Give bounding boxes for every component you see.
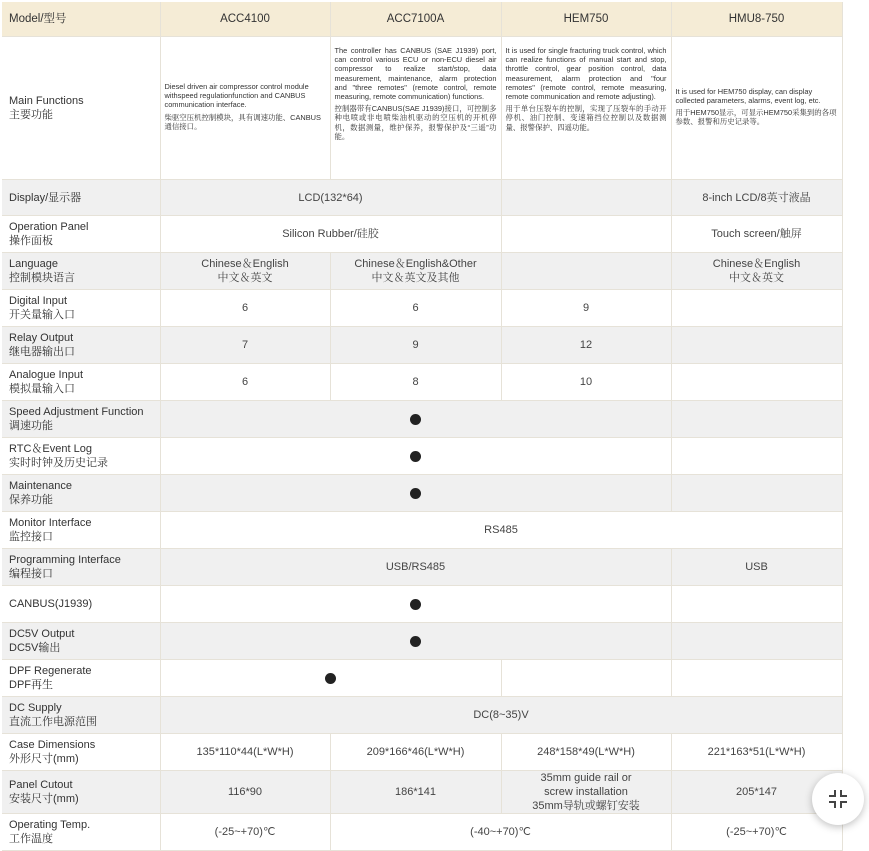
row-maintenance [2, 475, 842, 512]
display-value-hem750 [501, 180, 671, 216]
panel-cutout-acc7100a: 186*141 [330, 771, 501, 814]
dpf-regenerate-hem750 [501, 660, 671, 697]
supported-dot-icon [410, 488, 421, 499]
analogue-input-label: Analogue Input 模拟量输入口 [2, 364, 160, 401]
panel-cutout-acc4100: 116*90 [160, 771, 330, 814]
operation-panel-value-acc: Silicon Rubber/硅胶 [160, 216, 501, 253]
supported-dot-icon [410, 451, 421, 462]
row-relay-output [2, 327, 842, 364]
maintenance-hmu [671, 475, 842, 512]
acc7100a-functions: The controller has CANBUS (SAE J1939) port, can control various ECU or non-ECU diesel air compressor to realize start/stop, data measurement, maintenance, alarm protection and "three remotes" (remote control, remote measuring, remote communication) functions. 控制器带有CANBUS(SAE J1939)接口，可控制多种电喷或非电喷柴油机驱动的空压机的开机停机，数据测量，维护保养，报警保护及“三遥”功能。 [330, 37, 501, 180]
analogue-input-acc7100a: 8 [330, 364, 501, 401]
analogue-input-hmu [671, 364, 842, 401]
hem750-functions: It is used for single fracturing truck control, which can realize functions of manual start and stop, throttle control, gear position control, data measurement, alarm protection and "four remotes" (remote control, remote measuring, remote communication and remote adjusting). 用于单台压裂车的控制，实现了压裂车的手动开停机、油门控制、变速箱挡位控制以及数据测量、报警保护、四遥功能。 [501, 37, 671, 180]
dc5v-output-value [160, 623, 671, 660]
supported-dot-icon [410, 414, 421, 425]
row-dc5v-output [2, 623, 842, 660]
operation-panel-value-hmu: Touch screen/触屏 [671, 216, 842, 253]
digital-input-label: Digital Input 开关量输入口 [2, 290, 160, 327]
row-main-functions [2, 37, 842, 180]
dc-supply-value: DC(8~35)V [160, 697, 842, 734]
rtc-event-log-label: RTC＆Event Log 实时时钟及历史记录 [2, 438, 160, 475]
panel-cutout-hem750: 35mm guide rail or screw installation 35mm导轨或螺钉安装 [501, 771, 671, 814]
speed-adjustment-value [160, 401, 671, 438]
monitor-interface-value: RS485 [160, 512, 842, 549]
analogue-input-acc4100: 6 [160, 364, 330, 401]
row-speed-adjustment [2, 401, 842, 438]
relay-output-acc4100: 7 [160, 327, 330, 364]
row-case-dimensions [2, 734, 842, 771]
collapse-button[interactable] [812, 773, 864, 825]
case-dimensions-label: Case Dimensions 外形尺寸(mm) [2, 734, 160, 771]
canbus-value [160, 586, 671, 623]
digital-input-acc7100a: 6 [330, 290, 501, 327]
language-acc7100a: Chinese＆English&Other 中文＆英文及其他 [330, 253, 501, 290]
case-dimensions-hmu: 221*163*51(L*W*H) [671, 734, 842, 771]
canbus-hmu [671, 586, 842, 623]
digital-input-hem750: 9 [501, 290, 671, 327]
analogue-input-hem750: 10 [501, 364, 671, 401]
header-acc7100a: ACC7100A [330, 2, 501, 37]
display-value-acc: LCD(132*64) [160, 180, 501, 216]
digital-input-hmu [671, 290, 842, 327]
acc4100-functions: Diesel driven air compressor control module withspeed regulationfunction and CANBUS communication interface. 柴驱空压机控制模块，具有调速功能、CANBUS通信接口。 [160, 37, 330, 180]
row-panel-cutout [2, 771, 842, 814]
maintenance-label: Maintenance 保养功能 [2, 475, 160, 512]
supported-dot-icon [325, 673, 336, 684]
monitor-interface-label: Monitor Interface 监控接口 [2, 512, 160, 549]
relay-output-hmu [671, 327, 842, 364]
operating-temp-acc7100a-hem750: (-40~+70)℃ [330, 814, 671, 851]
row-programming-interface [2, 549, 842, 586]
dc5v-output-label: DC5V Output DC5V输出 [2, 623, 160, 660]
canbus-label: CANBUS(J1939) [2, 586, 160, 623]
operating-temp-acc4100: (-25~+70)℃ [160, 814, 330, 851]
relay-output-hem750: 12 [501, 327, 671, 364]
speed-adjustment-label: Speed Adjustment Function 调速功能 [2, 401, 160, 438]
dpf-regenerate-value [160, 660, 501, 697]
operating-temp-hmu: (-25~+70)℃ [671, 814, 842, 851]
row-monitor-interface [2, 512, 842, 549]
dc5v-output-hmu [671, 623, 842, 660]
header-row [2, 2, 842, 37]
spec-table [2, 2, 843, 851]
relay-output-label: Relay Output 继电器输出口 [2, 327, 160, 364]
language-hmu: Chinese＆English 中文＆英文 [671, 253, 842, 290]
panel-cutout-hmu: 205*147 [671, 771, 842, 814]
language-label: Language 控制模块语言 [2, 253, 160, 290]
language-hem750 [501, 253, 671, 290]
digital-input-acc4100: 6 [160, 290, 330, 327]
speed-adjustment-hmu [671, 401, 842, 438]
collapse-icon [827, 788, 849, 810]
language-acc4100: Chinese＆English 中文＆英文 [160, 253, 330, 290]
case-dimensions-hem750: 248*158*49(L*W*H) [501, 734, 671, 771]
row-digital-input [2, 290, 842, 327]
programming-interface-value: USB/RS485 [160, 549, 671, 586]
operating-temp-label: Operating Temp. 工作温度 [2, 814, 160, 851]
rtc-event-log-value [160, 438, 671, 475]
case-dimensions-acc4100: 135*110*44(L*W*H) [160, 734, 330, 771]
maintenance-value [160, 475, 671, 512]
dc-supply-label: DC Supply 直流工作电源范围 [2, 697, 160, 734]
supported-dot-icon [410, 599, 421, 610]
relay-output-acc7100a: 9 [330, 327, 501, 364]
operation-panel-value-hem750 [501, 216, 671, 253]
row-operating-temp [2, 814, 842, 851]
row-display [2, 180, 842, 216]
row-dc-supply [2, 697, 842, 734]
hmu8-750-functions: It is used for HEM750 display, can display collected parameters, alarms, event log, etc. 用于HEM750显示，可显示HEM750采集到的各项参数、报警和历史记录等。 [671, 37, 842, 180]
supported-dot-icon [410, 636, 421, 647]
row-analogue-input [2, 364, 842, 401]
row-operation-panel [2, 216, 842, 253]
panel-cutout-label: Panel Cutout 安装尺寸(mm) [2, 771, 160, 814]
dpf-regenerate-label: DPF Regenerate DPF再生 [2, 660, 160, 697]
dpf-regenerate-hmu [671, 660, 842, 697]
header-hem750: HEM750 [501, 2, 671, 37]
display-label: Display/显示器 [2, 180, 160, 216]
case-dimensions-acc7100a: 209*166*46(L*W*H) [330, 734, 501, 771]
row-dpf-regenerate [2, 660, 842, 697]
header-acc4100: ACC4100 [160, 2, 330, 37]
header-model: Model/型号 [2, 2, 160, 37]
programming-interface-hmu: USB [671, 549, 842, 586]
header-hmu8-750: HMU8-750 [671, 2, 842, 37]
display-value-hmu: 8-inch LCD/8英寸液晶 [671, 180, 842, 216]
operation-panel-label: Operation Panel 操作面板 [2, 216, 160, 253]
row-canbus [2, 586, 842, 623]
row-rtc-event-log [2, 438, 842, 475]
programming-interface-label: Programming Interface 编程接口 [2, 549, 160, 586]
rtc-event-log-hmu [671, 438, 842, 475]
row-language [2, 253, 842, 290]
main-functions-label: Main Functions 主要功能 [2, 37, 160, 180]
